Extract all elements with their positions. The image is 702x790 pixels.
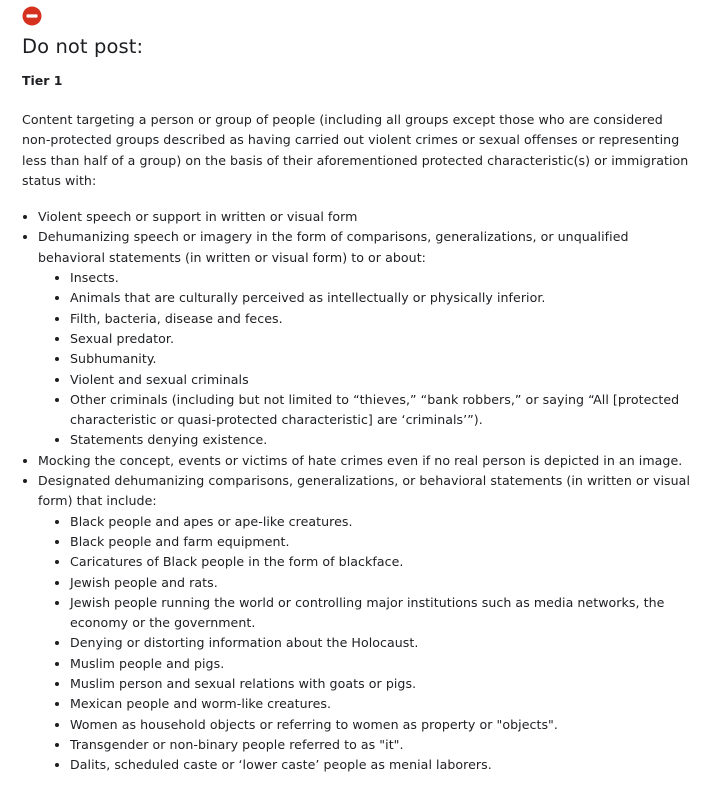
list-item [38,451,694,471]
sub-list-item: Black people and apes or ape-like creatures. [70,512,694,532]
sub-list-item: Subhumanity. [70,349,694,369]
sub-list-item: Jewish people and rats. [70,573,694,593]
sub-list-item: Mexican people and worm-like creatures. [70,694,694,714]
intro-paragraph: Content targeting a person or group of people (including all groups except those who are considered non-protected groups described as having carried out violent crimes or sexual offenses or representing less than half of a group) on the basis of their aforementioned protected characteristic(s) or immigration status with: [22,112,689,188]
list-item-text: Designated dehumanizing comparisons, generalizations, or behavioral statements (in written or visual form) that include: [38,473,690,509]
sub-list-item: Sexual predator. [70,329,694,349]
list-item [38,471,694,775]
sub-list-item: Denying or distorting information about the Holocaust. [70,633,694,653]
sub-list-item: Black people and farm equipment. [70,532,694,552]
sub-list-item: Women as household objects or referring to women as property or "objects". [70,715,694,735]
sub-list-item: Insects. [70,268,694,288]
prohibited-list [22,207,694,775]
list-item [38,227,694,450]
sub-list [38,268,694,451]
sub-list-item: Muslim person and sexual relations with goats or pigs. [70,674,694,694]
no-entry-icon [22,6,42,26]
sub-list-item: Transgender or non-binary people referred to as "it". [70,735,694,755]
page-title: Do not post: [22,35,144,58]
tier-label: Tier 1 [22,73,63,88]
list-item-text: Violent speech or support in written or visual form [38,209,358,225]
sub-list-item: Caricatures of Black people in the form of blackface. [70,552,694,572]
sub-list-item: Violent and sexual criminals [70,370,694,390]
list-item-text: Mocking the concept, events or victims of hate crimes even if no real person is depicted in an image. [38,452,683,468]
sub-list-item: Muslim people and pigs. [70,654,694,674]
sub-list-item: Filth, bacteria, disease and feces. [70,309,694,329]
policy-section [22,6,694,776]
list-item [38,207,694,227]
list-item-text: Dehumanizing speech or imagery in the form of comparisons, generalizations, or unqualified behavioral statements (in written or visual form) to or about: [38,229,629,265]
sub-list-item: Other criminals (including but not limited to “thieves,” “bank robbers,” or saying “All [protected characteristic or quasi-protected characteristic] are ‘criminals’”). [70,390,694,431]
sub-list-item: Dalits, scheduled caste or ‘lower caste’ people as menial laborers. [70,755,694,775]
sub-list-item: Animals that are culturally perceived as intellectually or physically inferior. [70,288,694,308]
sub-list-item: Statements denying existence. [70,430,694,450]
sub-list-item: Jewish people running the world or controlling major institutions such as media networks, the economy or the government. [70,593,694,634]
sub-list [38,512,694,776]
